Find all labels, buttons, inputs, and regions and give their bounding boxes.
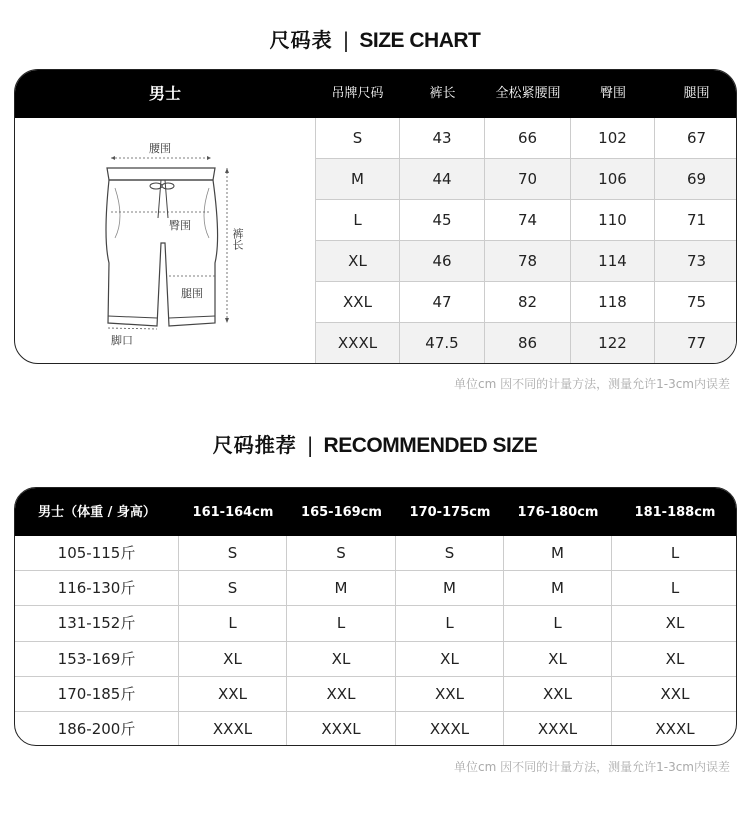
size-cell-thigh: 77 (655, 323, 737, 364)
size-cell-waist: 86 (485, 323, 571, 364)
size-cell-waist: 70 (485, 159, 571, 200)
size-cell-length: 46 (400, 241, 485, 282)
size-cell-waist: 82 (485, 282, 571, 323)
header-col-length: 裤长 (429, 86, 456, 101)
size-cell-thigh: 69 (655, 159, 737, 200)
recommend-title-cn: 尺码推荐 (212, 433, 297, 457)
header-weight-height: 男士（体重 / 身高） (38, 505, 156, 520)
size-chart-title-en: SIZE CHART (359, 29, 481, 52)
recommended-size-cell: XXXL (179, 712, 287, 746)
recommended-size-cell: M (396, 571, 504, 606)
recommended-size-cell: XL (612, 606, 737, 641)
recommended-size-cell: S (396, 536, 504, 571)
size-chart-title-cn: 尺码表 (269, 28, 333, 52)
recommended-size-cell: S (287, 536, 396, 571)
recommend-table (14, 487, 737, 746)
recommended-size-cell: L (612, 571, 737, 606)
weight-range-cell: 116-130斤 (15, 571, 179, 606)
recommend-note: 单位cm 因不同的计量方法，测量允许1-3cm内误差 (454, 760, 730, 774)
recommended-size-cell: XXL (396, 677, 504, 712)
header-col-thigh: 腿围 (683, 86, 710, 101)
title-separator: | (306, 433, 314, 457)
diagram-label-thigh: 腿围 (181, 287, 203, 300)
recommended-size-cell: XL (612, 642, 737, 677)
title-separator: | (342, 28, 350, 52)
recommended-size-cell: XXXL (655, 720, 695, 738)
size-cell-length: 44 (400, 159, 485, 200)
recommended-size-cell: XXXL (504, 712, 612, 746)
recommended-size-cell: XL (504, 642, 612, 677)
header-height-5: 181-188cm (634, 505, 716, 520)
recommended-size-cell: XXL (179, 677, 287, 712)
recommended-size-cell: XL (396, 642, 504, 677)
recommended-size-cell: S (179, 571, 287, 606)
size-cell-waist: 66 (485, 118, 571, 159)
header-height-3: 170-175cm (409, 505, 491, 520)
size-cell-hip: 102 (571, 118, 655, 159)
header-col-hip: 臀围 (599, 86, 626, 101)
size-cell-length: 43 (400, 118, 485, 159)
recommend-title (0, 429, 750, 458)
diagram-label-waist: 腰围 (149, 142, 171, 155)
weight-range-cell: 105-115斤 (15, 536, 179, 571)
recommended-size-cell: XXL (504, 677, 612, 712)
size-cell-length: 47.5 (400, 323, 485, 364)
size-cell-tag-size: XXXL (315, 323, 400, 364)
weight-range-cell: 170-185斤 (15, 677, 179, 712)
size-cell-thigh: 75 (655, 282, 737, 323)
recommended-size-cell: XXXL (287, 712, 396, 746)
size-cell-thigh: 67 (655, 118, 737, 159)
size-chart-note: 单位cm 因不同的计量方法，测量允许1-3cm内误差 (454, 377, 730, 391)
header-men-label: 男士 (148, 84, 181, 103)
header-height-2: 165-169cm (301, 505, 382, 520)
header-col-waist: 全松紧腰围 (495, 86, 561, 101)
recommend-title-en: RECOMMENDED SIZE (323, 434, 538, 457)
shorts-diagram (15, 118, 315, 364)
size-chart-header (15, 70, 736, 118)
size-cell-hip: 106 (571, 159, 655, 200)
recommend-header (15, 488, 736, 536)
size-chart-title (0, 24, 750, 53)
size-cell-waist: 78 (485, 241, 571, 282)
recommended-size-cell: XL (179, 642, 287, 677)
diagram-label-hem: 脚口 (111, 334, 133, 347)
diagram-label-hip: 臀围 (169, 219, 191, 232)
diagram-label-length: 裤长 (231, 228, 244, 250)
size-cell-tag-size: XXL (315, 282, 400, 323)
recommended-size-cell: XL (287, 642, 396, 677)
size-chart-table (14, 69, 737, 364)
recommended-size-cell: XXXL (396, 712, 504, 746)
weight-range-cell: 153-169斤 (15, 642, 179, 677)
recommended-size-cell: L (179, 606, 287, 641)
recommended-size-cell: XXL (287, 677, 396, 712)
header-height-1: 161-164cm (192, 505, 274, 520)
size-cell-thigh: 71 (655, 200, 737, 241)
size-cell-tag-size: S (315, 118, 400, 159)
weight-range-cell: 131-152斤 (15, 606, 179, 641)
size-cell-hip: 114 (571, 241, 655, 282)
size-cell-tag-size: L (315, 200, 400, 241)
size-cell-hip: 122 (571, 323, 655, 364)
recommended-size-cell: L (504, 606, 612, 641)
recommended-size-cell: M (504, 536, 612, 571)
size-cell-thigh: 73 (655, 241, 737, 282)
size-cell-tag-size: XL (315, 241, 400, 282)
recommended-size-cell: L (612, 536, 737, 571)
size-cell-length: 45 (400, 200, 485, 241)
recommended-size-cell: L (287, 606, 396, 641)
size-cell-hip: 118 (571, 282, 655, 323)
recommended-size-cell: M (504, 571, 612, 606)
header-col-tag-size: 吊牌尺码 (331, 86, 384, 101)
recommended-size-cell: L (396, 606, 504, 641)
header-height-4: 176-180cm (517, 505, 599, 520)
recommended-size-cell: S (179, 536, 287, 571)
size-cell-length: 47 (400, 282, 485, 323)
size-cell-waist: 74 (485, 200, 571, 241)
recommended-size-cell: M (287, 571, 396, 606)
weight-range-cell: 186-200斤 (15, 712, 179, 746)
size-cell-hip: 110 (571, 200, 655, 241)
size-cell-tag-size: M (315, 159, 400, 200)
recommended-size-cell: XXL (612, 677, 737, 712)
